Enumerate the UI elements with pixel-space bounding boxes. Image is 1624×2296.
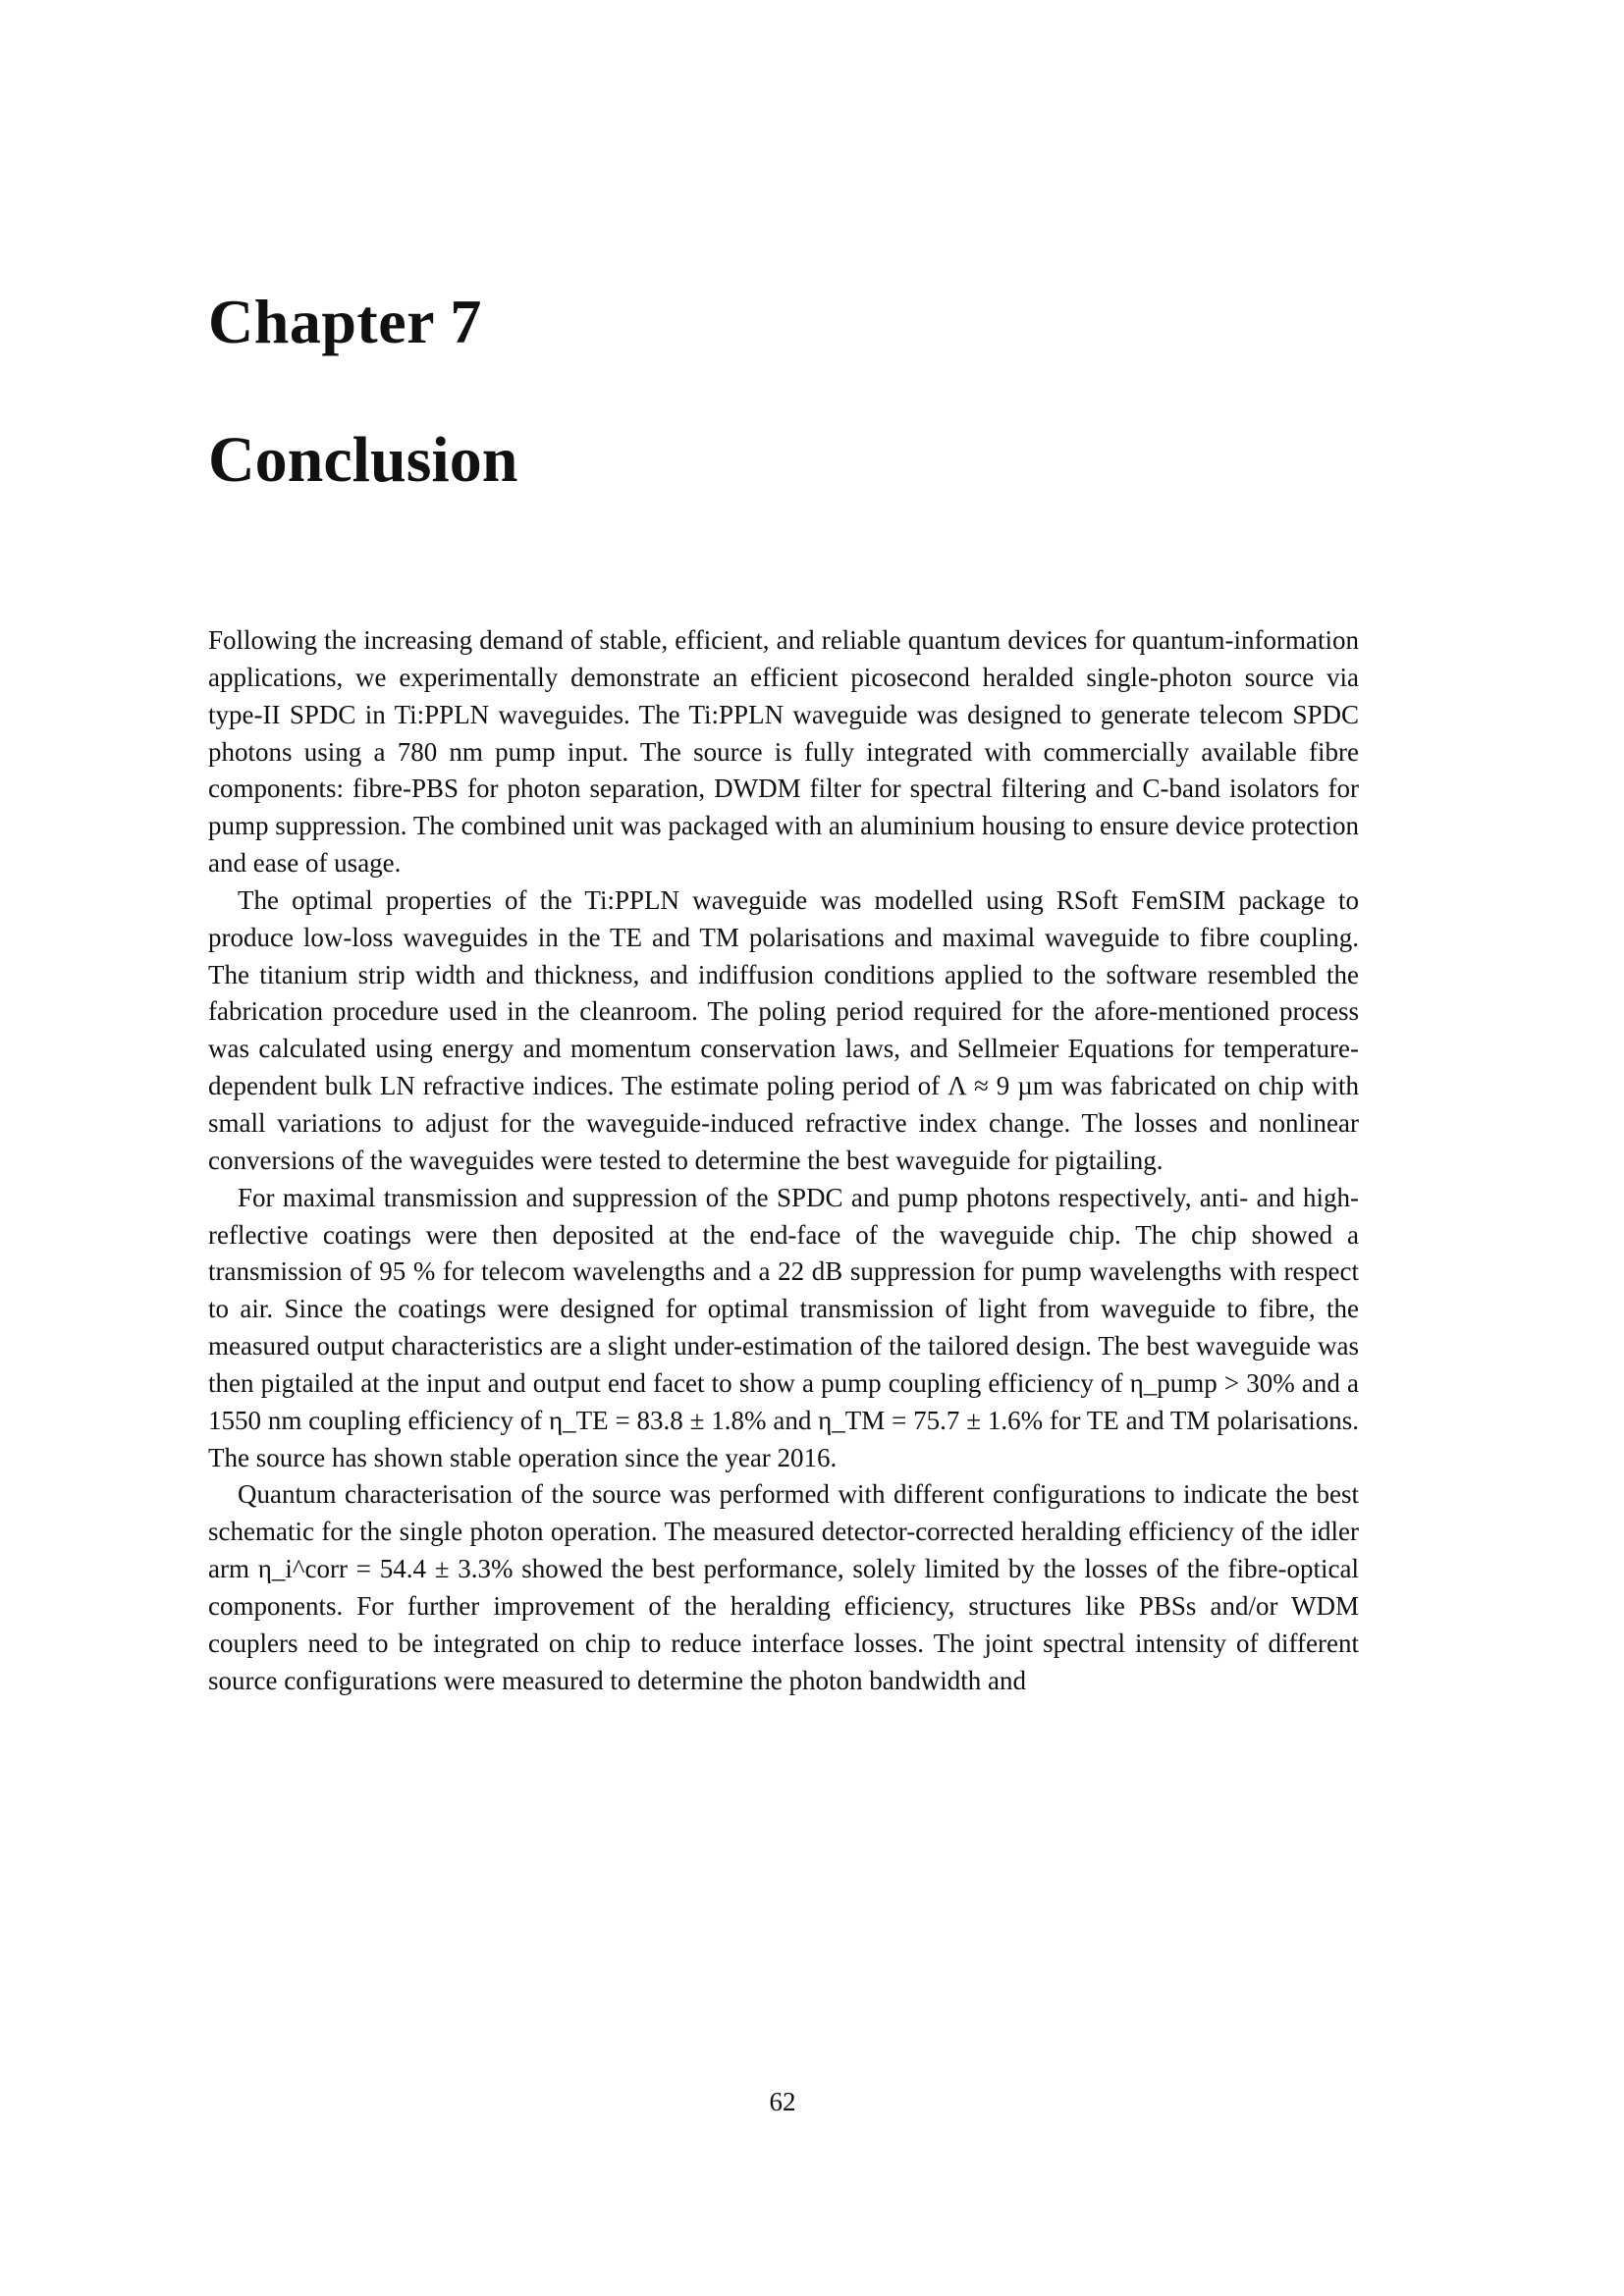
paragraph-4: Quantum characterisation of the source was performed with different configurations to indicate the best schematic for the single photon operation. The measured detector-corrected heralding efficiency of the idler arm η_i^corr = 54.4 ± 3.3% showed the best performance, solely limited by the losses of the fibre-optical components. For further improvement of the heralding efficiency, structures like PBSs and/or WDM couplers need to be integrated on chip to reduce interface losses. The joint spectral intensity of different source configurations were measured to determine the photon bandwidth and: [208, 1479, 1359, 1695]
paragraph-1: Following the increasing demand of stable, efficient, and reliable quantum devices for quantum-information applications, we experimentally demonstrate an efficient picosecond heralded single-photon source via type-II SPDC in Ti:PPLN waveguides. The Ti:PPLN waveguide was designed to generate telecom SPDC photons using a 780 nm pump input. The source is fully integrated with commercially available fibre components: fibre-PBS for photon separation, DWDM filter for spectral filtering and C-band isolators for pump suppression. The combined unit was packaged with an aluminium housing to ensure device protection and ease of usage.: [208, 625, 1359, 879]
chapter-title: Conclusion: [208, 424, 518, 496]
paragraph-3: For maximal transmission and suppression of the SPDC and pump photons respectively, anti- and high-reflective coatings were then deposited at the end-face of the waveguide chip. The chip showed a transmission of 95 % for telecom wavelengths and a 22 dB suppression for pump wavelengths with respect to air. Since the coatings were designed for optimal transmission of light from waveguide to fibre, the measured output characteristics are a slight under-estimation of the tailored design. The best waveguide was then pigtailed at the input and output end facet to show a pump coupling efficiency of η_pump > 30% and a 1550 nm coupling efficiency of η_TE = 83.8 ± 1.8% and η_TM = 75.7 ± 1.6% for TE and TM polarisations. The source has shown stable operation since the year 2016.: [208, 1182, 1359, 1472]
body-text: [208, 622, 1359, 1699]
chapter-label: Chapter 7: [208, 287, 482, 356]
page-number: 62: [769, 2087, 796, 2116]
paragraph-2: The optimal properties of the Ti:PPLN waveguide was modelled using RSoft FemSIM package to produce low-loss waveguides in the TE and TM polarisations and maximal waveguide to fibre coupling. The titanium strip width and thickness, and indiffusion conditions applied to the software resembled the fabrication procedure used in the cleanroom. The poling period required for the afore-mentioned process was calculated using energy and momentum conservation laws, and Sellmeier Equations for temperature-dependent bulk LN refractive indices. The estimate poling period of Λ ≈ 9 µm was fabricated on chip with small variations to adjust for the waveguide-induced refractive index change. The losses and nonlinear conversions of the waveguides were tested to determine the best waveguide for pigtailing.: [208, 884, 1359, 1175]
